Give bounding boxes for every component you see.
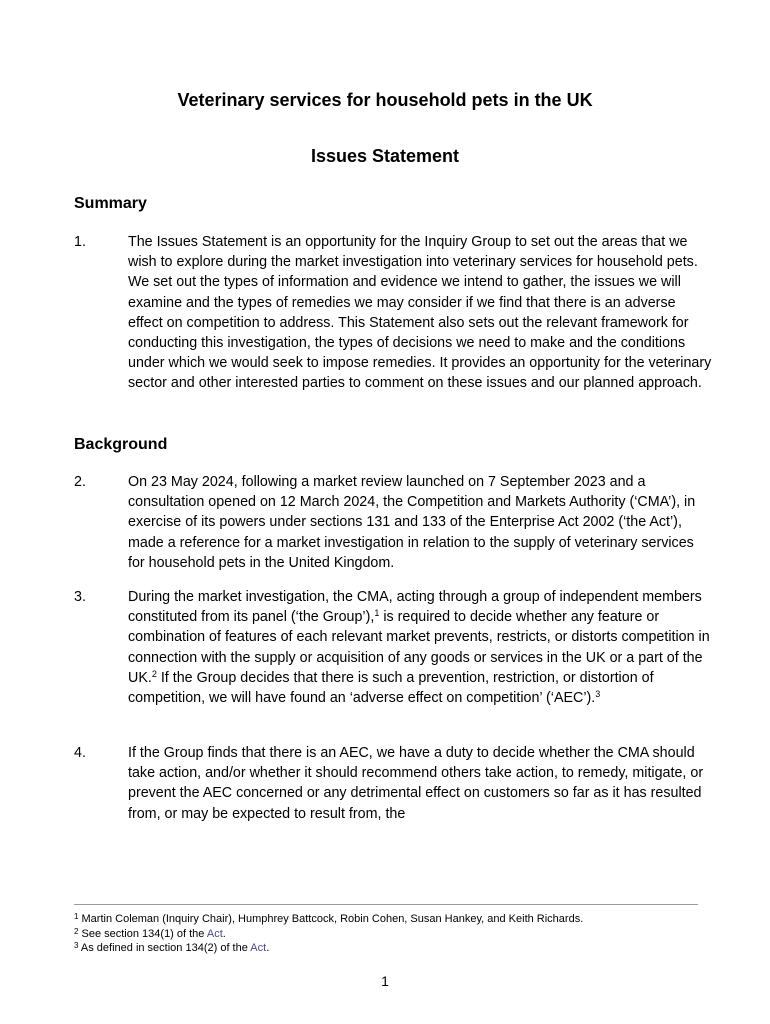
paragraph-2 [74,472,714,573]
document-subtitle: Issues Statement [310,146,460,166]
footnote-2 [74,927,583,942]
footnote-text: Martin Coleman (Inquiry Chair), Humphrey Battcock, Robin Cohen, Susan Hankey, and Keith Richards. [78,913,584,925]
footnote-text: See section 134(1) of the [78,927,207,940]
footnote-mark: 2 [74,926,79,936]
footnote-3 [74,941,583,956]
paragraph-number: 3. [74,589,86,605]
act-link[interactable]: Act [250,942,267,954]
footnote-end: . [266,942,270,954]
footnote-ref-3[interactable]: 3 [595,689,601,700]
footnote-1 [74,912,583,927]
footnote-divider [74,904,698,905]
page-number: 1 [381,973,389,989]
document-title: Veterinary services for household pets in the UK [177,90,593,110]
paragraph-text-part: If the Group decides that there is such a prevention, restriction, or distortion of competition, we will have found an ‘adverse effect on competition’ (‘AEC’). [128,669,654,707]
summary-heading: Summary [74,195,147,212]
footnotes [74,912,583,956]
footnote-mark: 3 [74,941,79,950]
paragraph-1 [74,232,714,394]
paragraph-3 [74,587,714,708]
paragraph-number: 1. [74,234,86,250]
paragraph-text: On 23 May 2024, following a market review launched on 7 September 2023 and a consultation opened on 12 March 2024, the Competition and Markets Authority (‘CMA’), in exercise of its powers under sections 131 and 133 of the Enterprise Act 2002 (‘the Act’), made a reference for a market investigation in relation to the supply of veterinary services for household pets in the United Kingdom. [128,474,696,571]
footnote-text: As defined in section 134(2) of the [78,942,251,954]
paragraph-text: If the Group finds that there is an AEC, we have a duty to decide whether the CMA should take action, and/or whether it should recommend others take action, to remedy, mitigate, or prevent the AEC concerned or any detrimental effect on customers so far as it has resulted from, or may be expected to result from, the [128,745,704,822]
footnote-ref-2[interactable]: 2 [151,668,157,679]
footnote-ref-1[interactable]: 1 [374,608,380,619]
paragraph-4 [74,743,714,824]
paragraph-text-part: is required to decide whether any feature or combination of features of each relevant market prevents, restricts, or distorts competition in connection with the supply or acquisition of any goods or services in the UK or a part of the UK. [128,609,710,686]
background-heading: Background [74,436,168,453]
paragraph-number: 2. [74,474,86,490]
paragraph-text-part: During the market investigation, the CMA, acting through a group of independent members constituted from its panel (‘the Group’), [128,589,702,626]
paragraph-text [128,587,714,708]
act-link[interactable]: Act [206,927,223,940]
paragraph-number: 4. [74,745,86,761]
footnote-end: . [222,927,226,940]
footnote-mark: 1 [74,912,79,921]
paragraph-text: The Issues Statement is an opportunity for the Inquiry Group to set out the areas that we wish to explore during the market investigation into veterinary services for household pets. We set out the types of information and evidence we intend to gather, the issues we will examine and the types of remedies we may consider if we find that there is an adverse effect on competition to address. This Statement also sets out the relevant framework for conducting this investigation, the types of decisions we need to make and the conditions under which we would seek to impose remedies. It provides an opportunity for the veterinary sector and other interested parties to comment on these issues and our planned approach. [128,234,712,392]
